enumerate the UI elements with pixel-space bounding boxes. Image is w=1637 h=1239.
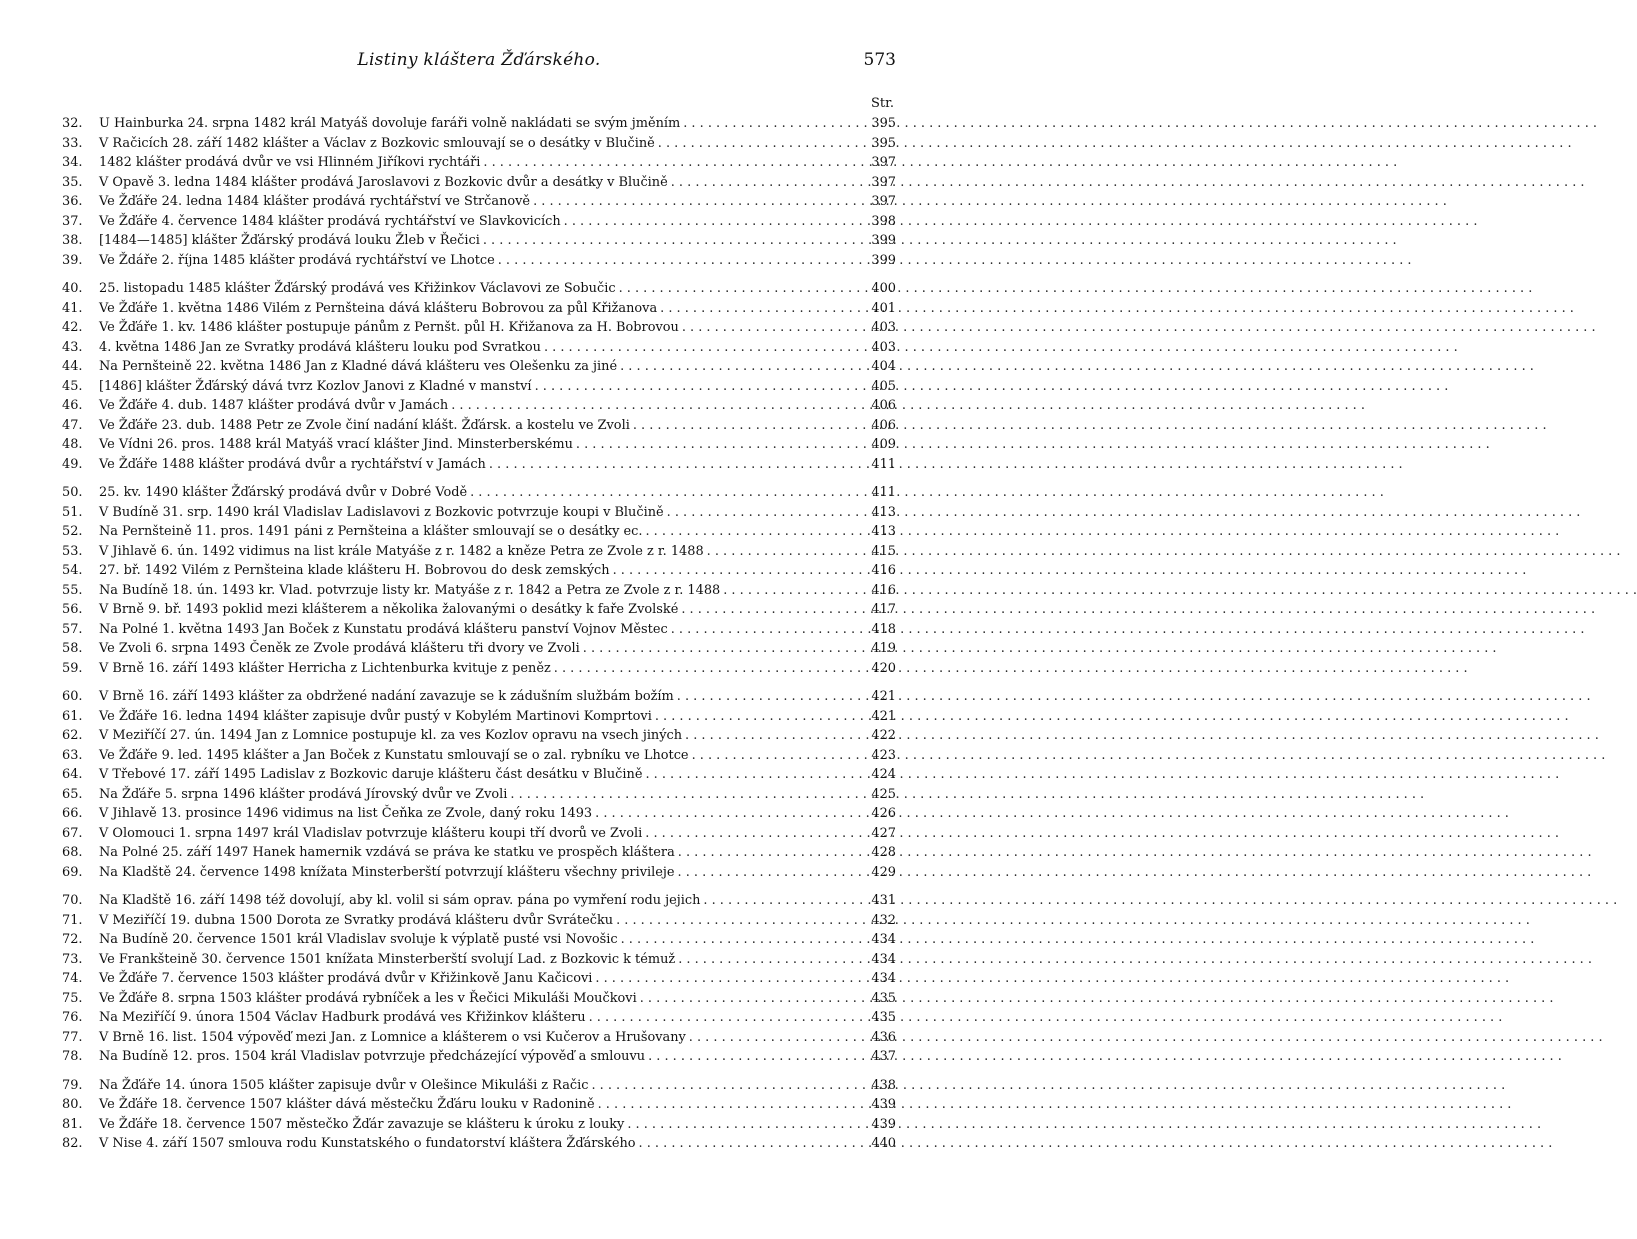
entry-title: Na Meziříčí 9. února 1504 Václav Hadburk prodává ves Křižinkov klášteru [99,1010,586,1025]
entry-title: Na Budíně 12. pros. 1504 král Vladislav potvrzuje předcházející výpověď a smlouvu [99,1049,646,1064]
entry-page: 422 [871,728,896,743]
toc-entry [62,153,896,173]
entry-title: 4. května 1486 Jan ze Svratky prodává klášteru louku pod Svratkou [99,339,541,355]
entry-title: Na Polné 25. září 1497 Hanek hamernik vzdává se práva ke statku ve prospěch kláštera [99,845,675,860]
entry-page: 417 [871,602,896,617]
entry-number: 37. [62,213,83,229]
entry-page: 400 [871,281,896,296]
entry-page: 439 [871,1097,896,1112]
dot-leader [648,1047,863,1067]
toc-entry [62,299,896,319]
dot-leader [667,503,863,523]
dot-leader [682,318,863,338]
entry-title: 25. kv. 1490 klášter Žďárský prodává dvůr v Dobré Vodě [99,485,468,500]
entry-title: Ve Žďáře 8. srpna 1503 klášter prodává rybníček a les v Řečici Mikuláši Moučkovi [99,990,637,1006]
toc-entry [62,279,896,299]
entry-page: 424 [871,767,896,782]
dot-leader [595,969,863,989]
entry-number: 34. [62,155,83,170]
entry-page: 416 [871,582,896,598]
page-header [62,44,896,80]
entry-title: Ve Žďáře 18. července 1507 klášter dává městečku Žďáru louku v Radonině [99,1097,595,1112]
entry-page: 418 [871,621,896,637]
entry-title: V Nise 4. září 1507 smlouva rodu Kunstatského o fundatorství kláštera Žďárského [99,1136,636,1151]
dot-leader [498,251,863,271]
toc-entry [62,804,896,824]
entry-page: 435 [871,990,896,1006]
dot-leader [451,396,863,416]
entry-title: Ve Frankšteině 30. července 1501 knížata Minsterberští svolují Lad. z Bozkovic k témuž [99,951,676,967]
entry-title: V Brně 16. září 1493 klášter za obdržené nadání zavazuje se k zádušním službám božím [99,689,674,704]
toc-entry [62,891,896,911]
entry-title: Na Žďáře 14. února 1505 klášter zapisuje dvůr v Olešince Mikuláši z Račic [99,1077,589,1093]
entry-page: 440 [871,1136,896,1151]
entry-page: 429 [871,864,896,880]
entry-page: 436 [871,1029,896,1045]
dot-leader [640,989,863,1009]
entry-title: Na Polné 1. května 1493 Jan Boček z Kunstatu prodává klášteru panství Vojnov Městec [99,621,668,637]
entry-page: 413 [871,504,896,520]
dot-leader [564,212,863,232]
entry-title: V Jihlavě 6. ún. 1492 vidimus na list krále Matyáše z r. 1482 a kněze Petra ze Zvole z r. 1488 [99,543,704,559]
dot-leader [660,299,863,319]
dot-leader [613,561,863,581]
entry-page: 423 [871,747,896,763]
toc-entry [62,192,896,212]
entry-number: 78. [62,1049,83,1064]
entry-title: V Brně 9. bř. 1493 poklid mezi klášterem a několika žalovanými o desátky k faře Zvolské [99,602,679,617]
entry-number: 74. [62,971,83,986]
toc-entry [62,1028,896,1048]
entry-page: 405 [871,378,896,394]
dot-leader [470,483,863,503]
entry-number: 80. [62,1097,83,1112]
toc-entry [62,1008,896,1028]
entry-number: 70. [62,893,83,908]
dot-leader [483,231,863,251]
entry-title: Na Kladště 16. září 1498 též dovolují, aby kl. volil si sám oprav. pána po vymření rodu jejich [99,893,701,908]
toc-entry [62,318,896,338]
toc-entry [62,687,896,707]
toc-entry [62,173,896,193]
dot-leader [554,659,863,679]
toc-entry [62,600,896,620]
entry-number: 58. [62,641,83,656]
entry-title: U Hainburka 24. srpna 1482 král Matyáš dovoluje faráři volně nakládati se svým jměním [99,116,681,131]
dot-leader [683,114,863,134]
toc-entry [62,581,896,601]
toc-entry [62,231,896,251]
entry-number: 32. [62,116,83,131]
entry-number: 48. [62,437,83,452]
entry-number: 75. [62,990,83,1006]
dot-leader [707,542,863,562]
toc-entry [62,416,896,436]
toc-entry [62,134,896,154]
entry-title: Ve Žďáře 24. ledna 1484 klášter prodává rychtářství ve Strčanově [99,194,531,209]
entry-number: 67. [62,825,83,841]
entry-title: Ve Žďáře 18. července 1507 městečko Žďár zavazuje se klášteru k úroku z louky [99,1116,625,1132]
toc-entry [62,396,896,416]
dot-leader [576,435,863,455]
entry-title: Ve Zvoli 6. srpna 1493 Čeněk ze Zvole prodává klášteru tři dvory ve Zvoli [99,641,580,656]
dot-leader [645,522,863,542]
entry-number: 40. [62,281,83,296]
page-column-heading: Str. [870,96,894,111]
toc-entry [62,843,896,863]
dot-leader [692,746,863,766]
entry-number: 51. [62,504,83,520]
entry-title: Ve Žďáře 1488 klášter prodává dvůr a rychtářství v Jamách [99,456,486,472]
entry-page: 434 [871,932,896,947]
entry-number: 76. [62,1010,83,1025]
entry-title: Ve Žďáře 23. dub. 1488 Petr ze Zvole činí nadání klášt. Žďársk. a kostelu ve Zvoli [99,417,630,433]
entry-number: 62. [62,728,83,743]
entry-number: 71. [62,912,83,928]
entry-number: 36. [62,194,83,209]
dot-leader [583,639,863,659]
dot-leader [671,620,863,640]
entry-title: Na Pernšteině 11. pros. 1491 páni z Pernšteina a klášter smlouvají se o desátky ec. [99,524,643,539]
toc-entry [62,1076,896,1096]
dot-leader [639,1134,863,1154]
toc-entry [62,863,896,883]
dot-leader [620,357,863,377]
dot-leader [589,1008,863,1028]
entry-page: 438 [871,1077,896,1093]
entry-number: 65. [62,786,83,802]
entry-page: 406 [871,398,896,413]
toc-entry [62,707,896,727]
entry-number: 42. [62,320,83,335]
entry-number: 56. [62,602,83,617]
dot-leader [535,377,863,397]
entry-title: V Jihlavě 13. prosince 1496 vidimus na list Čeňka ze Zvole, daný roku 1493 [99,806,593,821]
entry-number: 61. [62,708,83,724]
entry-page: 411 [871,456,896,472]
entry-page: 395 [871,135,896,151]
entry-title: V Meziříčí 27. ún. 1494 Jan z Lomnice postupuje kl. za ves Kozlov opravu na vsech jiných [99,728,683,743]
entry-title: Na Pernšteině 22. května 1486 Jan z Kladné dává klášteru ves Olešenku za jiné [99,359,618,374]
dot-leader [544,338,863,358]
toc-entry [62,338,896,358]
entry-number: 33. [62,135,83,151]
entry-title: V Meziříčí 19. dubna 1500 Dorota ze Svratky prodává klášteru dvůr Svrátečku [99,912,614,928]
entry-title: Ve Žďáře 7. července 1503 klášter prodává dvůr v Křižinkově Janu Kačicovi [99,971,593,986]
entry-page: 425 [871,786,896,802]
dot-leader [678,950,863,970]
entry-title: Ve Žďáře 1. kv. 1486 klášter postupuje pánům z Pernšt. půl H. Křižanova za H. Bobrovou [99,320,679,335]
entry-number: 72. [62,932,83,947]
entry-number: 64. [62,767,83,782]
dot-leader [633,416,863,436]
entry-page: 421 [871,689,896,704]
entry-title: Na Žďáře 5. srpna 1496 klášter prodává Jírovský dvůr ve Zvoli [99,786,508,802]
toc-entry [62,251,896,271]
toc-entry [62,1047,896,1067]
entry-number: 79. [62,1077,83,1093]
toc-entry [62,357,896,377]
dot-leader [678,863,864,883]
entry-title: V Budíně 31. srp. 1490 král Vladislav Ladislavovi z Bozkovic potvrzuje koupi v Blučině [99,504,664,520]
entry-title: V Opavě 3. ledna 1484 klášter prodává Jaroslavovi z Bozkovic dvůr a desátky v Blučině [99,174,668,190]
entry-title: 1482 klášter prodává dvůr ve vsi Hlinném Jiříkovi rychtáři [99,155,481,170]
page-number: 573 [863,50,896,70]
entry-number: 41. [62,300,83,316]
entry-title: Ve Žďáře 4. dub. 1487 klášter prodává dvůr v Jamách [99,398,449,413]
entry-title: Ve Žďáře 1. května 1486 Vilém z Pernšteina dává klášteru Bobrovou za půl Křižanova [99,300,658,316]
toc-entry [62,765,896,785]
toc-entry [62,503,896,523]
entry-page: 435 [871,1010,896,1025]
entry-number: 53. [62,543,83,559]
entry-title: Na Kladště 24. července 1498 knížata Minsterberští potvrzují klášteru všechny privileje [99,864,675,880]
entry-page: 439 [871,1116,896,1132]
dot-leader [677,687,863,707]
entry-title: V Račicích 28. září 1482 klášter a Václav z Bozkovic smlouvají se o desátky v Blučině [99,135,655,151]
entry-number: 66. [62,806,83,821]
toc-entry [62,455,896,475]
entry-number: 35. [62,174,83,190]
entry-title: Ve Žďáře 16. ledna 1494 klášter zapisuje dvůr pustý v Kobylém Martinovi Komprtovi [99,708,652,724]
entry-number: 69. [62,864,83,880]
entry-page: 397 [871,174,896,190]
entry-page: 401 [871,300,896,316]
toc-entry [62,483,896,503]
entry-page: 419 [871,641,896,656]
entry-title: V Brně 16. září 1493 klášter Herricha z Lichtenburka kvituje z peněz [99,660,551,676]
dot-leader [616,911,863,931]
entry-title: 25. listopadu 1485 klášter Žďárský prodává ves Křižinkov Václavovi ze Sobučic [99,281,616,296]
entry-page: 428 [871,845,896,860]
dot-leader [723,581,863,601]
entry-number: 60. [62,689,83,704]
entry-page: 411 [871,485,896,500]
entry-page: 437 [871,1049,896,1064]
entry-page: 434 [871,971,896,986]
dot-leader [681,600,863,620]
dot-leader [591,1076,863,1096]
entry-number: 50. [62,485,83,500]
entry-page: 409 [871,437,896,452]
dot-leader [645,824,863,844]
toc-entry [62,1095,896,1115]
toc-entry [62,114,896,134]
dot-leader [510,785,863,805]
entry-title: Na Budíně 20. července 1501 král Vladislav svoluje k výplatě pusté vsi Novošic [99,932,618,947]
entry-page: 415 [871,543,896,559]
toc-entry [62,542,896,562]
dot-leader [689,1028,863,1048]
dot-leader [489,455,863,475]
dot-leader [533,192,863,212]
toc-entry [62,969,896,989]
running-title: Listiny kláštera Žďárského. [357,50,601,70]
toc-entry [62,950,896,970]
entry-page: 403 [871,320,896,335]
entry-number: 81. [62,1116,83,1132]
entry-page: 416 [871,563,896,578]
entry-title: [1486] klášter Žďárský dává tvrz Kozlov Janovi z Kladné v manství [99,378,532,394]
entry-page: 413 [871,524,896,539]
dot-leader [678,843,863,863]
toc-entry [62,1115,896,1135]
dot-leader [598,1095,863,1115]
entry-title: Ve Vídni 26. pros. 1488 král Matyáš vrací klášter Jind. Minsterberskému [99,437,573,452]
entry-number: 47. [62,417,83,433]
entry-number: 77. [62,1029,83,1045]
entry-title: Ve Žďáře 9. led. 1495 klášter a Jan Boček z Kunstatu smlouvají se o zal. rybníku ve Lhotce [99,747,689,763]
entry-title: [1484—1485] klášter Žďárský prodává louku Žleb v Řečici [99,233,480,248]
toc-entry [62,930,896,950]
toc-entry [62,561,896,581]
dot-leader [658,134,863,154]
entry-title: V Třebové 17. září 1495 Ladislav z Bozkovic daruje klášteru část desátku v Blučině [99,767,643,782]
toc-entry [62,522,896,542]
entry-page: 399 [871,252,896,268]
toc-entry [62,212,896,232]
entry-number: 49. [62,456,83,472]
entry-number: 54. [62,563,83,578]
entry-number: 43. [62,339,83,355]
entry-number: 45. [62,378,83,394]
toc-entry [62,1134,896,1154]
entry-page: 395 [871,116,896,131]
toc-entry [62,746,896,766]
entry-title: 27. bř. 1492 Vilém z Pernšteina klade klášteru H. Bobrovou do desk zemských [99,563,610,578]
entry-page: 434 [871,951,896,967]
dot-leader [621,930,863,950]
entry-number: 73. [62,951,83,967]
toc-entry [62,435,896,455]
entry-title: V Brně 16. list. 1504 výpověď mezi Jan. z Lomnice a klášterem o vsi Kučerov a Hrušovany [99,1029,686,1045]
toc-entry [62,989,896,1009]
entry-number: 52. [62,524,83,539]
toc-entry [62,785,896,805]
dot-leader [619,279,863,299]
entry-page: 432 [871,912,896,928]
entry-page: 427 [871,825,896,841]
toc-entry [62,659,896,679]
dot-leader [483,153,863,173]
entry-page: 406 [871,417,896,433]
entry-number: 59. [62,660,83,676]
entry-number: 68. [62,845,83,860]
entry-number: 82. [62,1136,83,1151]
toc-entry [62,377,896,397]
entry-number: 63. [62,747,83,763]
entry-page: 398 [871,213,896,229]
dot-leader [671,173,863,193]
entry-title: Ve Žďáře 4. července 1484 klášter prodává rychtářství ve Slavkovicích [99,213,561,229]
entry-page: 431 [871,893,896,908]
toc-entry [62,824,896,844]
entry-page: 397 [871,155,896,170]
entry-title: V Olomouci 1. srpna 1497 král Vladislav potvrzuje klášteru koupi tří dvorů ve Zvoli [99,825,643,841]
dot-leader [703,891,863,911]
dot-leader [627,1115,863,1135]
entry-number: 46. [62,398,83,413]
entry-page: 404 [871,359,896,374]
entry-page: 403 [871,339,896,355]
entry-number: 39. [62,252,83,268]
dot-leader [655,707,863,727]
entry-number: 38. [62,233,83,248]
entry-number: 57. [62,621,83,637]
dot-leader [645,765,863,785]
entry-page: 420 [871,660,896,676]
table-of-contents [62,114,896,1154]
entry-page: 397 [871,194,896,209]
entry-number: 44. [62,359,83,374]
entry-number: 55. [62,582,83,598]
dot-leader [595,804,863,824]
entry-page: 426 [871,806,896,821]
entry-title: Na Budíně 18. ún. 1493 kr. Vlad. potvrzuje listy kr. Matyáše z r. 1842 a Petra ze Zvole z r. 1488 [99,582,721,598]
toc-entry [62,620,896,640]
entry-title: Ve Ždáře 2. října 1485 klášter prodává rychtářství ve Lhotce [99,252,495,268]
dot-leader [685,726,863,746]
toc-entry [62,639,896,659]
entry-page: 421 [871,708,896,724]
entry-page: 399 [871,233,896,248]
toc-entry [62,911,896,931]
toc-entry [62,726,896,746]
